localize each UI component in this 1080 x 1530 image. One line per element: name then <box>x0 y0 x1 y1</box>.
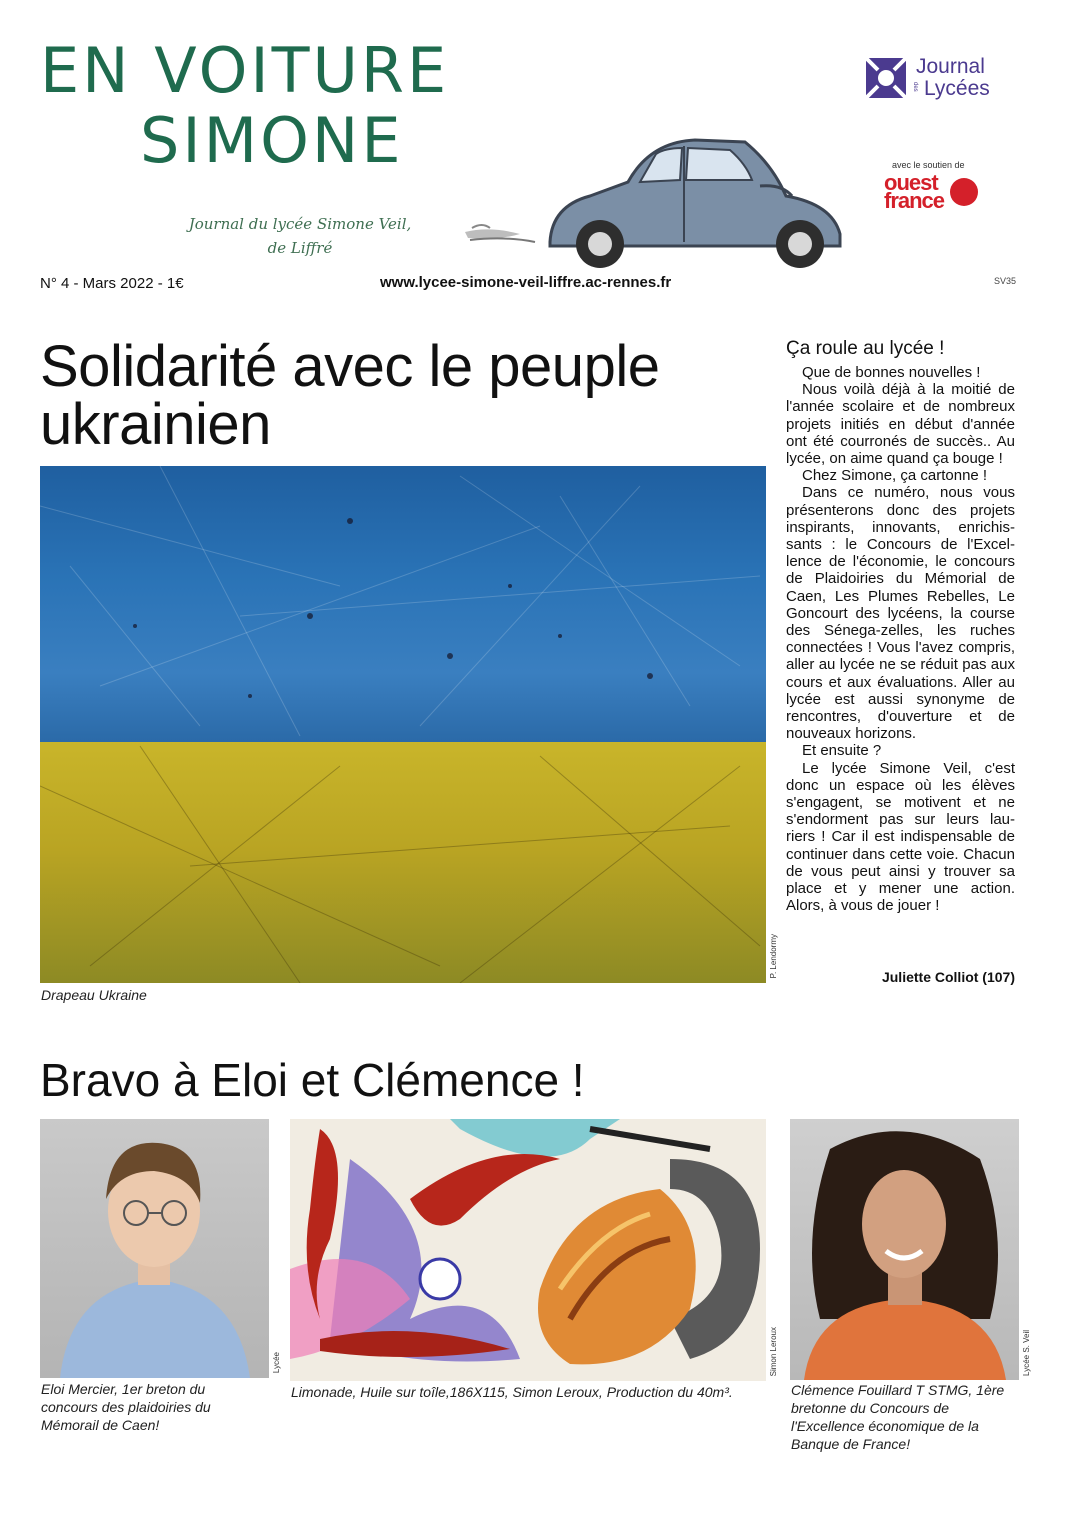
title-line-2: SIMONE <box>140 104 404 177</box>
painting-limonade <box>290 1119 766 1381</box>
eloi-caption: Eloi Mercier, 1er breton du concours des plaidoiries du Mémorail de Caen! <box>41 1381 211 1433</box>
newspaper-title <box>40 36 449 176</box>
ukraine-flag-photo <box>40 466 766 983</box>
newspaper-subtitle <box>150 212 450 260</box>
ouest-france-logo <box>884 170 945 213</box>
jdl-wordmark <box>916 56 990 100</box>
flag-photo-credit: P. Lendormy <box>769 934 778 979</box>
sidebar-subhead-3: Et ensuite ? <box>802 742 882 760</box>
painting-shapes <box>290 1119 766 1381</box>
edition-code: SV35 <box>994 276 1017 286</box>
clemence-figure <box>790 1119 1019 1380</box>
subtitle-line-1: Journal du lycée Simone Veil, <box>188 215 412 233</box>
website-link[interactable]: www.lycee-simone-veil-liffre.ac-rennes.fr <box>380 274 672 291</box>
eloi-portrait <box>40 1119 269 1378</box>
clemence-portrait <box>790 1119 1019 1380</box>
sidebar-paragraph-2: Dans ce numéro, nous vous présenterons donc des projets inspirants, innovants, enrichis-sants : le Concours de l'Excel-lence de l'économie, le concours de Plaidoiries du Mémorial de Caen, Les Plumes Rebelles, Le Goncourt des lycéens, la course des Sénega-zelles, les ruches connectées ! Vous l'avez compris, aller au lycée ne se réduit pas aux cours et aux évaluations. Aller au lycée est aussi synonyme de rencontres, d'ouverture et de nouveaux horizons. <box>786 484 1015 743</box>
painting-caption: Limonade, Huile sur toîle,186X115, Simon Leroux, Production du 40m³. <box>291 1384 733 1400</box>
of-line-2: france <box>884 188 945 213</box>
eloi-figure <box>40 1119 269 1378</box>
exhaust-smoke <box>465 225 535 242</box>
ouest-france-emblem <box>950 178 978 206</box>
flag-caption: Drapeau Ukraine <box>41 987 147 1003</box>
sidebar-author: Juliette Colliot (107) <box>881 969 1015 985</box>
painting-credit: Simon Leroux <box>769 1327 778 1377</box>
sidebar-paragraph-3: Le lycée Simone Veil, c'est donc un espace où les élèves s'engagent, se motivent et ne s'endorment pas sur leurs lau-riers ! Car il est indispensable de continuer dans cette voie. Chacun de vous peut ainsi y trouver sa place et y mener une action. Alors, à vous de jouer ! <box>786 759 1015 915</box>
sidebar-subhead-1: Que de bonnes nouvelles ! <box>802 364 981 381</box>
flag-texture <box>40 466 766 983</box>
sponsor-label: avec le soutien de <box>892 160 965 170</box>
car-illustration <box>460 124 850 274</box>
of-line-1: ouest <box>884 170 938 195</box>
issue-info: N° 4 - Mars 2022 - 1€ <box>40 275 184 292</box>
jdl-small-text: des <box>912 82 918 92</box>
sidebar-editorial <box>786 364 1015 915</box>
jdl-line-2: Lycées <box>924 77 990 100</box>
clemence-photo-credit: Lycée S. Veil <box>1022 1330 1031 1376</box>
headline-bravo: Bravo à Eloi et Clémence ! <box>40 1054 585 1106</box>
sidebar-subhead-2: Chez Simone, ça cartonne ! <box>802 467 988 485</box>
title-line-1: EN VOITURE <box>40 34 450 107</box>
sidebar-title: Ça roule au lycée ! <box>786 338 945 359</box>
sidebar-paragraph-1: Nous voilà déjà à la moitié de l'année scolaire et de nombreux projets initiés en début d'année ont été courronés de succès.. Au lycée, on aime quand ça bouge ! <box>786 381 1015 468</box>
subtitle-line-2: de Liffré <box>267 239 333 257</box>
jdl-line-1: Journal <box>916 55 985 78</box>
eloi-photo-credit: Lycée <box>272 1352 281 1374</box>
headline-ukraine: Solidarité avec le peuple ukrainien <box>40 334 660 457</box>
journal-des-lycees-logo <box>864 56 910 100</box>
clemence-caption: Clémence Fouillard T STMG, 1ère bretonne du Concours de l'Excellence économique de la Banque de France! <box>791 1382 1005 1452</box>
